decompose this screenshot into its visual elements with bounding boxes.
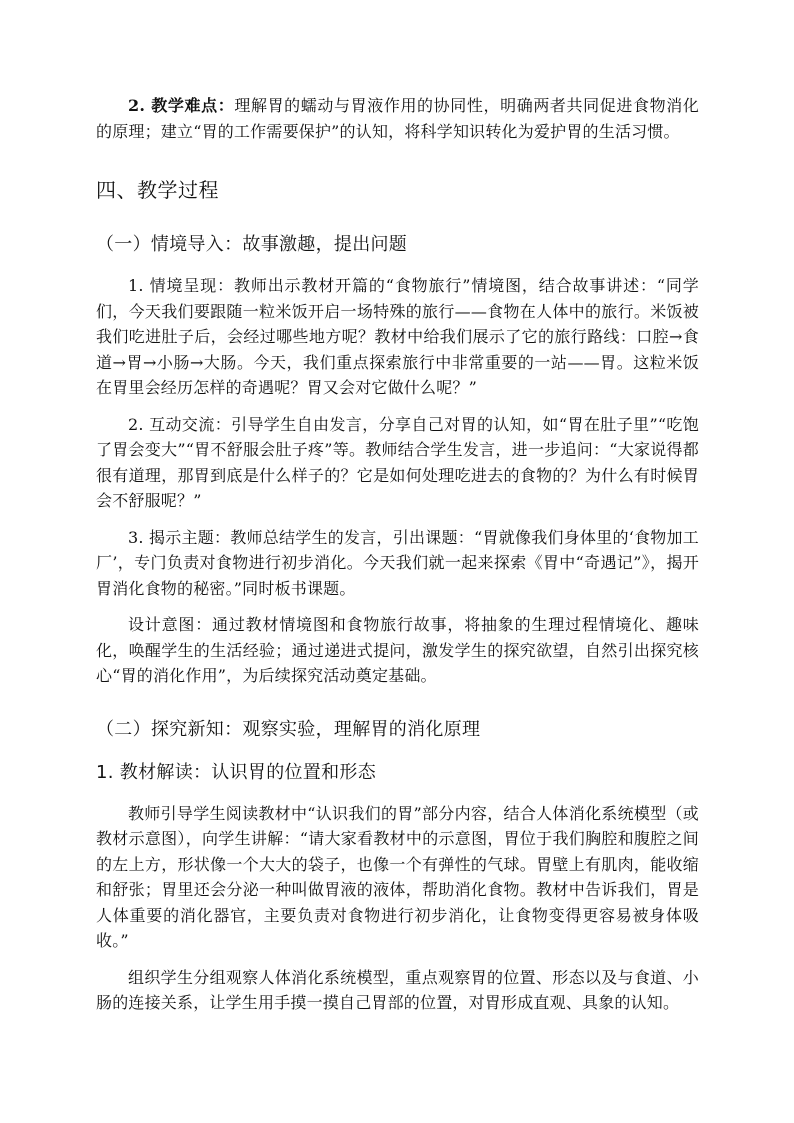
part2-paragraph-1: 教师引导学生阅读教材中“认识我们的胃”部分内容，结合人体消化系统模型（或教材示意图），向学生讲解：“请大家看教材中的示意图，胃位于我们胸腔和腹腔之间的左上方，形状像一个大大的袋子，也像一个有弹性的气球。胃壁上有肌肉，能收缩和舒张；胃里还会分泌一种叫做胃液的液体，帮助消化食物。教材中告诉我们，胃是人体重要的消化器官，主要负责对食物进行初步消化，让食物变得更容易被身体吸收。” — [96, 803, 699, 950]
teaching-difficulty-paragraph — [96, 93, 699, 144]
part1-paragraph-2: 2. 互动交流：引导学生自由发言，分享自己对胃的认知，如“胃在肚子里”“吃饱了胃会变大”“胃不舒服会肚子疼”等。教师结合学生发言，进一步追问：“大家说得都很有道理，那胃到底是什么样子的？它是如何处理吃进去的食物的？为什么有时候胃会不舒服呢？” — [96, 414, 699, 510]
part1-paragraph-1: 1. 情境呈现：教师出示教材开篇的“食物旅行”情境图，结合故事讲述：“同学们，今天我们要跟随一粒米饭开启一场特殊的旅行——食物在人体中的旅行。米饭被我们吃进肚子后，会经过哪些地方呢？教材中给我们展示了它的旅行路线：口腔→食道→胃→小肠→大肠。今天，我们重点探索旅行中非常重要的一站——胃。这粒米饭在胃里会经历怎样的奇遇呢？胃又会对它做什么呢？” — [96, 276, 699, 397]
part2-heading: （二）探究新知：观察实验，理解胃的消化原理 — [96, 718, 481, 740]
part1-paragraph-3: 3. 揭示主题：教师总结学生的发言，引出课题：“胃就像我们身体里的‘食物加工厂’，专门负责对食物进行初步消化。今天我们就一起来探索《胃中“奇遇记”》，揭开胃消化食物的秘密。”同时板书课题。 — [96, 527, 699, 598]
part1-heading: （一）情境导入：故事激趣，提出问题 — [96, 234, 408, 255]
part1-design-intent: 设计意图：通过教材情境图和食物旅行故事，将抽象的生理过程情境化、趣味化，唤醒学生的生活经验；通过递进式提问，激发学生的探究欲望，自然引出探究核心“胃的消化作用”，为后续探究活动奠定基础。 — [96, 615, 699, 685]
part2-subheading: 1. 教材解读：认识胃的位置和形态 — [96, 761, 376, 783]
section-title: 四、教学过程 — [96, 178, 219, 202]
part2-paragraph-2: 组织学生分组观察人体消化系统模型，重点观察胃的位置、形态以及与食道、小肠的连接关系，让学生用手摸一摸自己胃部的位置，对胃形成直观、具象的认知。 — [96, 967, 699, 1012]
page-content — [96, 93, 699, 1027]
teaching-difficulty-text: 理解胃的蠕动与胃液作用的协同性，明确两者共同促进食物消化的原理；建立“胃的工作需要保护”的认知，将科学知识转化为爱护胃的生活习惯。 — [96, 96, 700, 141]
teaching-difficulty-label: 2. 教学难点： — [128, 96, 235, 115]
